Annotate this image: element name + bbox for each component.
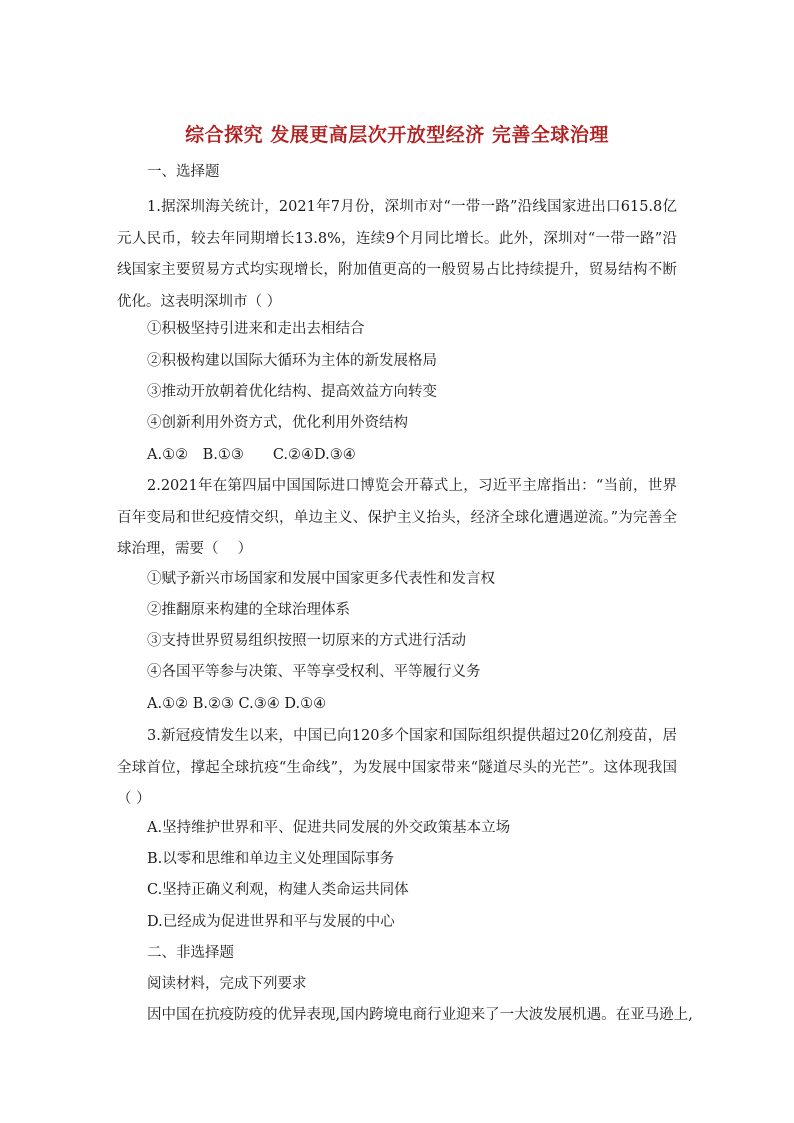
- q3-option-d: D.已经成为促进世界和平与发展的中心: [147, 914, 395, 930]
- q1-item-4: ④创新利用外资方式，优化利用外资结构: [147, 415, 408, 431]
- q1-item-2: ②积极构建以国际大循环为主体的新发展格局: [147, 353, 437, 369]
- question-3-stem: 3.新冠疫情发生以来，中国已向120多个国家和国际组织提供超过20亿剂疫苗，居全球首位，撑起全球抗疫“生命线”，为发展中国家带来“隧道尽头的光芒”。这体现我国（ ）: [117, 728, 677, 807]
- q2-item-2: ②推翻原来构建的全球治理体系: [147, 602, 350, 618]
- q3-option-a: A.坚持维护世界和平、促进共同发展的外交政策基本立场: [147, 820, 511, 836]
- q2-item-3: ③支持世界贸易组织按照一切原来的方式进行活动: [147, 633, 466, 649]
- material-paragraph: 因中国在抗疫防疫的优异表现,国内跨境电商行业迎来了一大波发展机遇。在亚马逊上,: [147, 1007, 693, 1023]
- section-heading-nonchoice: 二、非选择题: [147, 945, 234, 961]
- section-heading-choice: 一、选择题: [147, 164, 220, 180]
- document-title: 综合探究 发展更高层次开放型经济 完善全球治理: [185, 124, 609, 146]
- question-1-stem: 1.据深圳海关统计，2021年7月份，深圳市对“一带一路”沿线国家进出口615.8亿元人民币，较去年同期增长13.8%，连续9个月同比增长。此外，深圳对“一带一路”沿线国家主要贸易方式均实现增长，附加值更高的一般贸易占比持续提升，贸易结构不断优化。这表明深圳市（ ）: [117, 199, 677, 310]
- question-2-stem: 2.2021年在第四届中国国际进口博览会开幕式上，习近平主席指出：“当前，世界百年变局和世纪疫情交织，单边主义、保护主义抬头，经济全球化遭遇逆流。”为完善全球治理，需要（ ）: [117, 478, 677, 557]
- q1-item-3: ③推动开放朝着优化结构、提高效益方向转变: [147, 384, 437, 400]
- q3-option-c: C.坚持正确义利观，构建人类命运共同体: [147, 882, 409, 898]
- q2-item-1: ①赋予新兴市场国家和发展中国家更多代表性和发言权: [147, 571, 495, 587]
- q2-options: A.①② B.②③ C.③④ D.①④: [147, 696, 327, 712]
- q2-item-4: ④各国平等参与决策、平等享受权利、平等履行义务: [147, 664, 481, 680]
- reading-instruction: 阅读材料，完成下列要求: [147, 976, 307, 992]
- q1-options: A.①② B.①③ C.②④D.③④: [147, 447, 356, 463]
- q3-option-b: B.以零和思维和单边主义处理国际事务: [147, 851, 395, 867]
- q1-item-1: ①积极坚持引进来和走出去相结合: [147, 321, 365, 337]
